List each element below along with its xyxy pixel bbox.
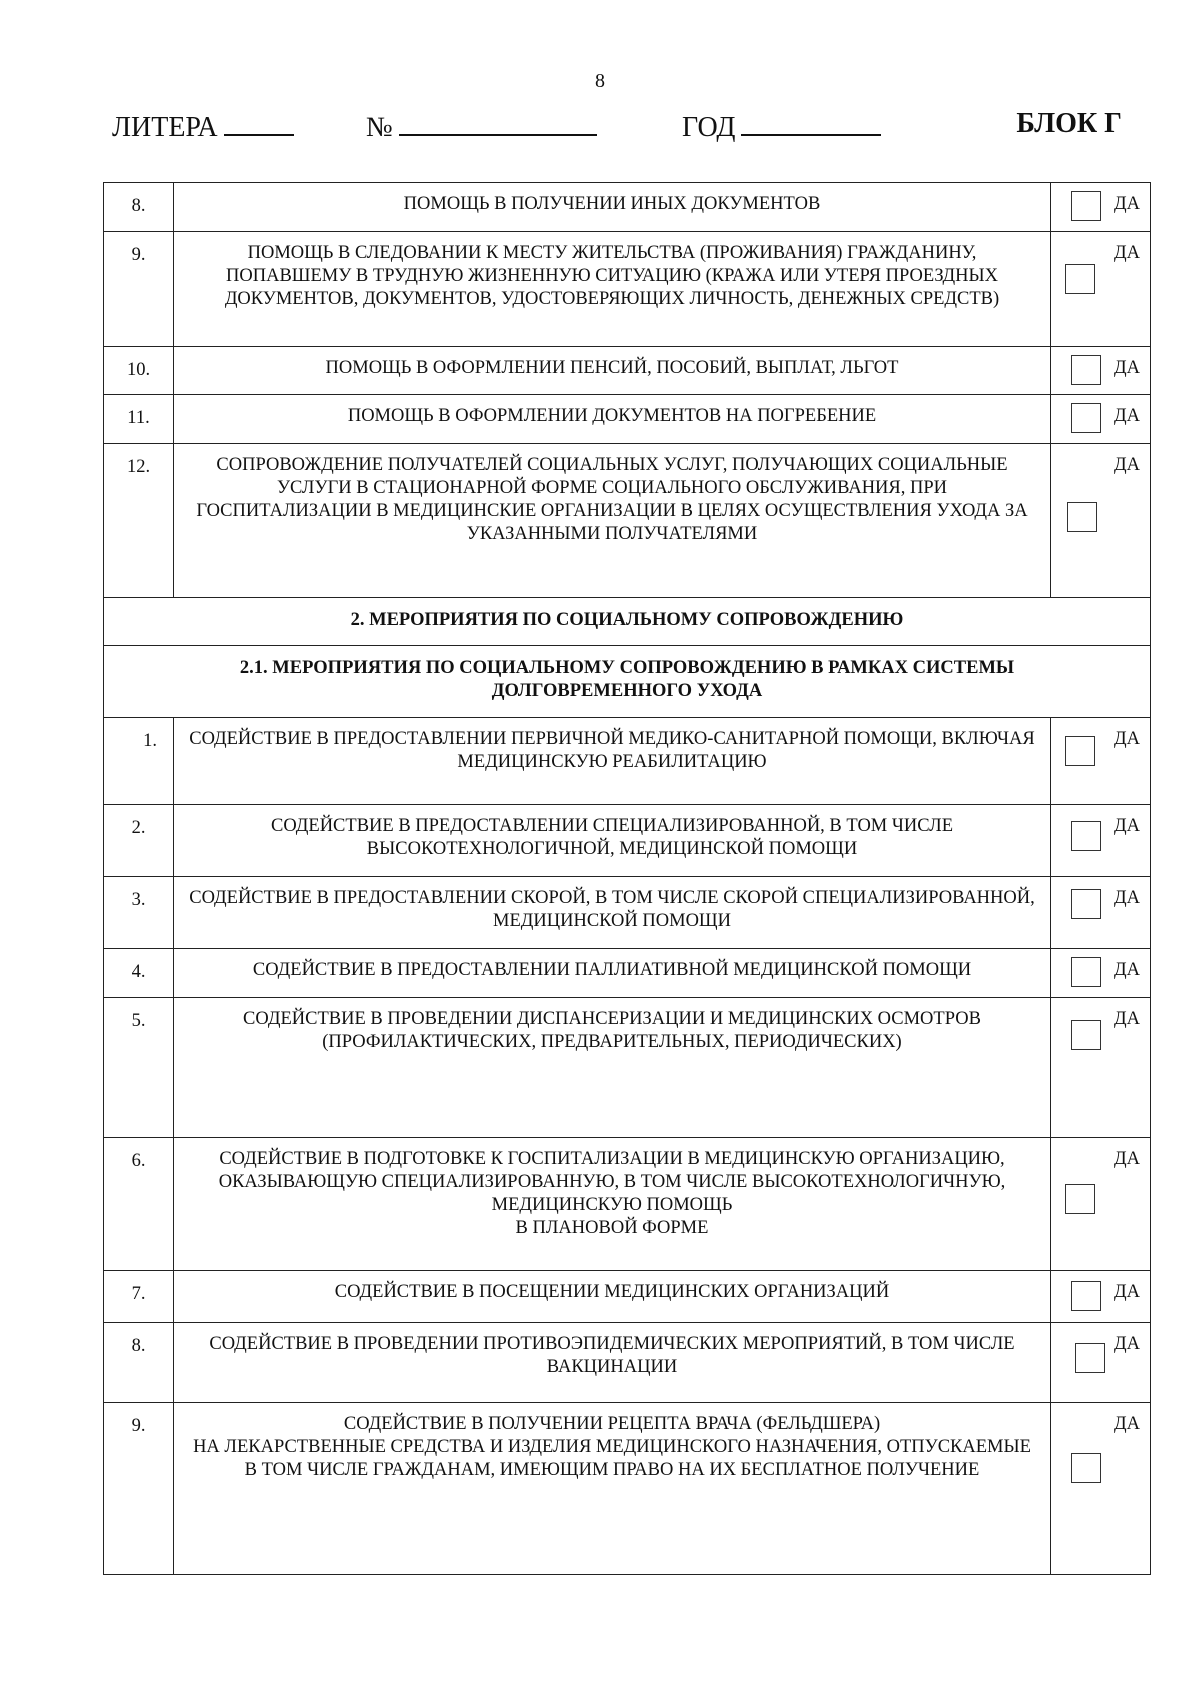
- row-text-line: СОДЕЙСТВИЕ В ПОДГОТОВКЕ К ГОСПИТАЛИЗАЦИИ В МЕДИЦИНСКУЮ ОРГАНИЗАЦИЮ, ОКАЗЫВАЮЩУЮ СПЕЦИАЛИЗИРОВАННУЮ, В ТОМ ЧИСЛЕ ВЫСОКОТЕХНОЛОГИЧНУЮ, МЕДИЦИНСКУЮ ПОМОЩЬ: [218, 1149, 1006, 1215]
- checkbox-cell: [1051, 347, 1151, 395]
- litera-field: [112, 108, 294, 144]
- checkbox[interactable]: [1071, 1453, 1101, 1483]
- services-table: [103, 182, 1151, 1575]
- row-text: СОДЕЙСТВИЕ В ПРОВЕДЕНИИ ДИСПАНСЕРИЗАЦИИ И МЕДИЦИНСКИХ ОСМОТРОВ (ПРОФИЛАКТИЧЕСКИХ, ПРЕДВАРИТЕЛЬНЫХ, ПЕРИОДИЧЕСКИХ): [174, 998, 1051, 1138]
- checkbox[interactable]: [1065, 736, 1095, 766]
- checkbox[interactable]: [1065, 264, 1095, 294]
- row-text: СОДЕЙСТВИЕ В ПОСЕЩЕНИИ МЕДИЦИНСКИХ ОРГАНИЗАЦИЙ: [174, 1271, 1051, 1323]
- checkbox-cell: [1051, 1323, 1151, 1403]
- row-text: СОДЕЙСТВИЕ В ПРОВЕДЕНИИ ПРОТИВОЭПИДЕМИЧЕСКИХ МЕРОПРИЯТИЙ, В ТОМ ЧИСЛЕ ВАКЦИНАЦИИ: [174, 1323, 1051, 1403]
- checkbox-cell: [1051, 949, 1151, 998]
- row-text-line: НА ЛЕКАРСТВЕННЫЕ СРЕДСТВА И ИЗДЕЛИЯ МЕДИЦИНСКОГО НАЗНАЧЕНИЯ, ОТПУСКАЕМЫЕ В ТОМ ЧИСЛЕ ГРАЖДАНАМ, ИМЕЮЩИМ ПРАВО НА ИХ БЕСПЛАТНОЕ ПОЛУЧЕНИЕ: [193, 1437, 1031, 1480]
- table-row: [104, 949, 1151, 998]
- table-row: [104, 805, 1151, 877]
- section-title-2-1: 2.1. МЕРОПРИЯТИЯ ПО СОЦИАЛЬНОМУ СОПРОВОЖДЕНИЮ В РАМКАХ СИСТЕМЫ ДОЛГОВРЕМЕННОГО УХОДА: [104, 646, 1151, 718]
- table-row: [104, 1138, 1151, 1271]
- row-number: 9.: [104, 232, 174, 347]
- row-text: ПОМОЩЬ В СЛЕДОВАНИИ К МЕСТУ ЖИТЕЛЬСТВА (ПРОЖИВАНИЯ) ГРАЖДАНИНУ, ПОПАВШЕМУ В ТРУДНУЮ ЖИЗНЕННУЮ СИТУАЦИЮ (КРАЖА ИЛИ УТЕРЯ ПРОЕЗДНЫХ ДОКУМЕНТОВ, ДОКУМЕНТОВ, УДОСТОВЕРЯЮЩИХ ЛИЧНОСТЬ, ДЕНЕЖНЫХ СРЕДСТВ): [174, 232, 1051, 347]
- table-row: [104, 718, 1151, 805]
- checkbox-label: ДА: [1114, 729, 1140, 749]
- checkbox-cell: [1051, 444, 1151, 598]
- table-row: [104, 1403, 1151, 1575]
- row-number: 10.: [104, 347, 174, 395]
- row-number: 3.: [104, 877, 174, 949]
- year-input-line[interactable]: [741, 108, 881, 136]
- checkbox-label: ДА: [1114, 1009, 1140, 1029]
- checkbox-cell: [1051, 805, 1151, 877]
- checkbox[interactable]: [1071, 191, 1101, 221]
- checkbox-label: ДА: [1114, 243, 1140, 263]
- row-text: [174, 1138, 1051, 1271]
- row-number: 8.: [104, 1323, 174, 1403]
- row-number: 7.: [104, 1271, 174, 1323]
- checkbox-cell: [1051, 395, 1151, 444]
- checkbox-label: ДА: [1114, 1282, 1140, 1302]
- row-text: [174, 1403, 1051, 1575]
- checkbox-label: ДА: [1114, 816, 1140, 836]
- table-row: [104, 183, 1151, 232]
- checkbox[interactable]: [1075, 1343, 1105, 1373]
- checkbox-label: ДА: [1114, 406, 1140, 426]
- checkbox[interactable]: [1071, 821, 1101, 851]
- checkbox[interactable]: [1071, 1020, 1101, 1050]
- table-row: [104, 1323, 1151, 1403]
- checkbox-label: ДА: [1114, 358, 1140, 378]
- row-text-line: В ПЛАНОВОЙ ФОРМЕ: [515, 1218, 709, 1238]
- table-row: [104, 395, 1151, 444]
- page-number: 8: [595, 70, 605, 92]
- row-text: СОДЕЙСТВИЕ В ПРЕДОСТАВЛЕНИИ ПЕРВИЧНОЙ МЕДИКО-САНИТАРНОЙ ПОМОЩИ, ВКЛЮЧАЯ МЕДИЦИНСКУЮ РЕАБИЛИТАЦИЮ: [174, 718, 1051, 805]
- row-number: 12.: [104, 444, 174, 598]
- checkbox-label: ДА: [1114, 1414, 1140, 1434]
- checkbox-cell: [1051, 877, 1151, 949]
- litera-label: ЛИТЕРА: [112, 112, 218, 143]
- checkbox-cell: [1051, 232, 1151, 347]
- checkbox[interactable]: [1071, 889, 1101, 919]
- row-text: СОПРОВОЖДЕНИЕ ПОЛУЧАТЕЛЕЙ СОЦИАЛЬНЫХ УСЛУГ, ПОЛУЧАЮЩИХ СОЦИАЛЬНЫЕ УСЛУГИ В СТАЦИОНАРНОЙ ФОРМЕ СОЦИАЛЬНОГО ОБСЛУЖИВАНИЯ, ПРИ ГОСПИТАЛИЗАЦИИ В МЕДИЦИНСКИЕ ОРГАНИЗАЦИИ В ЦЕЛЯХ ОСУЩЕСТВЛЕНИЯ УХОДА ЗА УКАЗАННЫМИ ПОЛУЧАТЕЛЯМИ: [174, 444, 1051, 598]
- checkbox-cell: [1051, 183, 1151, 232]
- checkbox[interactable]: [1067, 502, 1097, 532]
- checkbox-label: ДА: [1114, 960, 1140, 980]
- row-text: СОДЕЙСТВИЕ В ПРЕДОСТАВЛЕНИИ СКОРОЙ, В ТОМ ЧИСЛЕ СКОРОЙ СПЕЦИАЛИЗИРОВАННОЙ, МЕДИЦИНСКОЙ ПОМОЩИ: [174, 877, 1051, 949]
- row-number: 6.: [104, 1138, 174, 1271]
- table-row: [104, 347, 1151, 395]
- section-title-2: 2. МЕРОПРИЯТИЯ ПО СОЦИАЛЬНОМУ СОПРОВОЖДЕНИЮ: [104, 598, 1151, 646]
- section-row: [104, 646, 1151, 718]
- row-text: СОДЕЙСТВИЕ В ПРЕДОСТАВЛЕНИИ ПАЛЛИАТИВНОЙ МЕДИЦИНСКОЙ ПОМОЩИ: [174, 949, 1051, 998]
- checkbox-label: ДА: [1114, 455, 1140, 475]
- row-number: 1.: [104, 718, 174, 805]
- row-number: 11.: [104, 395, 174, 444]
- litera-input-line[interactable]: [224, 108, 294, 136]
- checkbox-cell: [1051, 998, 1151, 1138]
- year-label: ГОД: [682, 112, 736, 143]
- row-number: 2.: [104, 805, 174, 877]
- checkbox-label: ДА: [1114, 194, 1140, 214]
- table-row: [104, 998, 1151, 1138]
- checkbox-label: ДА: [1114, 1334, 1140, 1354]
- year-field: [682, 108, 881, 144]
- checkbox-cell: [1051, 1403, 1151, 1575]
- form-header: [112, 108, 1122, 144]
- checkbox-cell: [1051, 1138, 1151, 1271]
- checkbox[interactable]: [1065, 1184, 1095, 1214]
- section-row: [104, 598, 1151, 646]
- row-number: 9.: [104, 1403, 174, 1575]
- table-row: [104, 877, 1151, 949]
- checkbox-cell: [1051, 718, 1151, 805]
- row-text: ПОМОЩЬ В ПОЛУЧЕНИИ ИНЫХ ДОКУМЕНТОВ: [174, 183, 1051, 232]
- checkbox-cell: [1051, 1271, 1151, 1323]
- row-text: СОДЕЙСТВИЕ В ПРЕДОСТАВЛЕНИИ СПЕЦИАЛИЗИРОВАННОЙ, В ТОМ ЧИСЛЕ ВЫСОКОТЕХНОЛОГИЧНОЙ, МЕДИЦИНСКОЙ ПОМОЩИ: [174, 805, 1051, 877]
- number-field: [366, 108, 597, 144]
- row-number: 4.: [104, 949, 174, 998]
- checkbox-label: ДА: [1114, 1149, 1140, 1169]
- table-row: [104, 1271, 1151, 1323]
- table-row: [104, 232, 1151, 347]
- checkbox[interactable]: [1071, 355, 1101, 385]
- row-text-line: СОДЕЙСТВИЕ В ПОЛУЧЕНИИ РЕЦЕПТА ВРАЧА (ФЕЛЬДШЕРА): [343, 1414, 881, 1434]
- checkbox-label: ДА: [1114, 888, 1140, 908]
- row-number: 5.: [104, 998, 174, 1138]
- block-label: БЛОК Г: [1016, 108, 1122, 139]
- checkbox[interactable]: [1071, 403, 1101, 433]
- number-label: №: [366, 112, 393, 143]
- row-number: 8.: [104, 183, 174, 232]
- table-row: [104, 444, 1151, 598]
- number-input-line[interactable]: [399, 108, 597, 136]
- row-text: ПОМОЩЬ В ОФОРМЛЕНИИ ДОКУМЕНТОВ НА ПОГРЕБЕНИЕ: [174, 395, 1051, 444]
- checkbox[interactable]: [1071, 1281, 1101, 1311]
- row-text: ПОМОЩЬ В ОФОРМЛЕНИИ ПЕНСИЙ, ПОСОБИЙ, ВЫПЛАТ, ЛЬГОТ: [174, 347, 1051, 395]
- checkbox[interactable]: [1071, 957, 1101, 987]
